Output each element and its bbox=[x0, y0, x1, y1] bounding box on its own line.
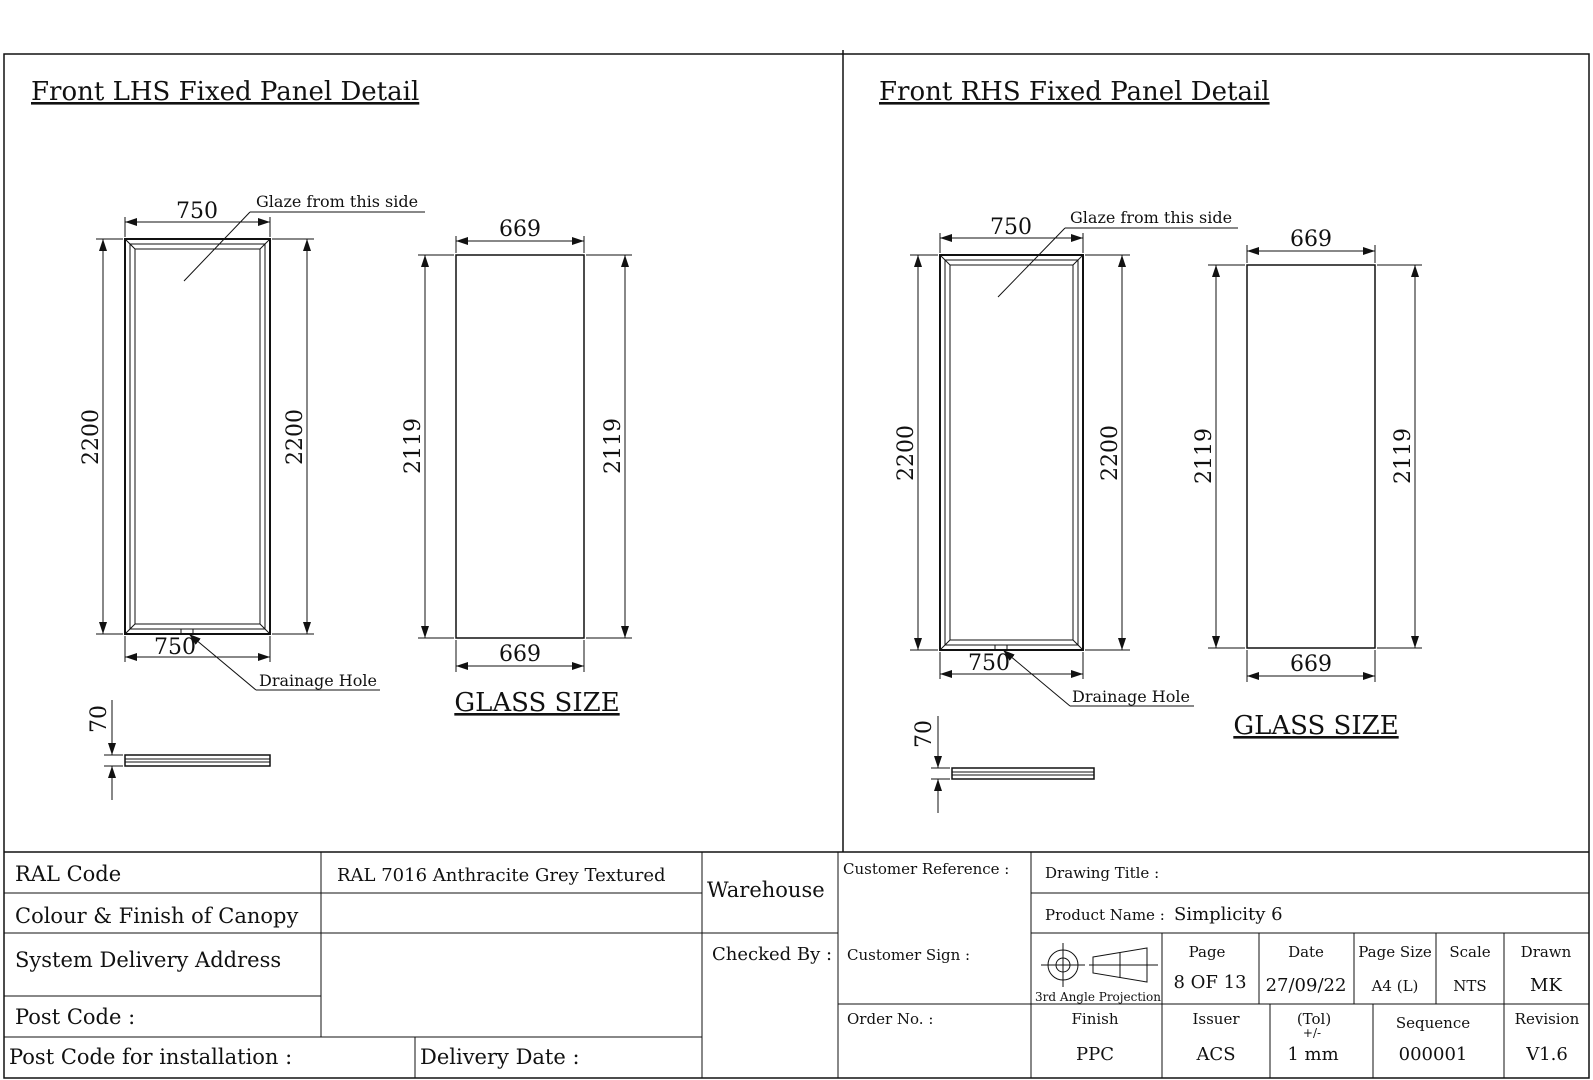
page-size-label: Page Size bbox=[1358, 943, 1432, 961]
lhs-frame-width-label: 750 bbox=[176, 199, 218, 224]
rhs-glass-height-right-label: 2119 bbox=[1391, 428, 1416, 484]
lhs-frame-width-dim bbox=[125, 199, 270, 237]
warehouse-label: Warehouse bbox=[707, 878, 825, 902]
lhs-frame-height-right-label: 2200 bbox=[283, 409, 308, 465]
issuer-label: Issuer bbox=[1192, 1010, 1240, 1028]
checked-by-label: Checked By : bbox=[712, 944, 833, 965]
lhs-frame bbox=[125, 239, 270, 634]
lhs-frame-height-left-dim bbox=[79, 239, 123, 634]
lhs-glass-height-left-dim bbox=[401, 255, 454, 638]
rhs-frame-height-left-dim bbox=[894, 255, 938, 650]
rhs-section-profile bbox=[912, 716, 1094, 813]
lhs-section-profile bbox=[87, 700, 270, 800]
tol-label: (Tol) bbox=[1296, 1010, 1332, 1028]
rhs-glass-width-top-dim bbox=[1247, 227, 1375, 263]
lhs-frame-height-left-label: 2200 bbox=[79, 409, 104, 465]
rhs-frame-width-bottom-label: 750 bbox=[968, 651, 1010, 676]
lhs-glass-pane bbox=[456, 255, 584, 638]
lhs-glass-height-right-dim bbox=[586, 255, 632, 638]
rhs-view-title: Front RHS Fixed Panel Detail bbox=[879, 77, 1270, 107]
colour-finish-label: Colour & Finish of Canopy bbox=[15, 904, 299, 928]
lhs-frame-height-right-dim bbox=[272, 239, 314, 634]
rhs-frame-height-left-label: 2200 bbox=[894, 425, 919, 481]
rhs-drainage-note: Drainage Hole bbox=[1072, 687, 1190, 706]
title-block bbox=[4, 852, 1589, 1078]
lhs-glass-height-left-label: 2119 bbox=[401, 418, 426, 474]
system-delivery-label: System Delivery Address bbox=[15, 948, 282, 972]
lhs-drainage-callout bbox=[189, 634, 380, 690]
rhs-frame-width-label: 750 bbox=[990, 215, 1032, 240]
revision-label: Revision bbox=[1514, 1010, 1580, 1028]
rhs-section-depth-label: 70 bbox=[912, 720, 937, 748]
rhs-frame-width-dim bbox=[940, 215, 1083, 253]
drawing-title-label: Drawing Title : bbox=[1045, 864, 1160, 882]
lhs-glass-size-label: GLASS SIZE bbox=[454, 688, 620, 718]
date-label: Date bbox=[1288, 943, 1324, 961]
lhs-section-depth-label: 70 bbox=[87, 705, 112, 733]
rhs-drainage-callout bbox=[1003, 650, 1194, 706]
rhs-glass-size-label: GLASS SIZE bbox=[1233, 711, 1399, 741]
tol-sub-label: +/- bbox=[1302, 1026, 1322, 1040]
product-name-label: Product Name : bbox=[1045, 906, 1165, 924]
lhs-frame-width-bottom-dim bbox=[125, 635, 270, 662]
page-size-value: A4 (L) bbox=[1371, 977, 1419, 995]
date-value: 27/09/22 bbox=[1265, 975, 1347, 996]
lhs-glaze-callout bbox=[184, 192, 425, 281]
rhs-glass-pane bbox=[1247, 265, 1375, 648]
lhs-glass-width-bottom-label: 669 bbox=[499, 642, 541, 667]
rhs-glass-width-bottom-label: 669 bbox=[1290, 652, 1332, 677]
delivery-date-label: Delivery Date : bbox=[420, 1045, 580, 1069]
page-value: 8 OF 13 bbox=[1173, 972, 1247, 993]
lhs-frame-width-bottom-label: 750 bbox=[154, 635, 196, 660]
post-code-install-label: Post Code for installation : bbox=[9, 1045, 293, 1069]
rhs-frame-width-bottom-dim bbox=[940, 651, 1083, 679]
rhs-view bbox=[879, 77, 1422, 813]
ral-code-label: RAL Code bbox=[15, 862, 122, 886]
rhs-glass-width-bottom-dim bbox=[1247, 650, 1375, 682]
rhs-glass-height-left-dim bbox=[1192, 265, 1245, 648]
lhs-glass-width-bottom-dim bbox=[456, 640, 584, 672]
rhs-glass-height-right-dim bbox=[1377, 265, 1422, 648]
tol-value: 1 mm bbox=[1287, 1044, 1339, 1065]
rhs-frame bbox=[940, 255, 1083, 650]
revision-value: V1.6 bbox=[1526, 1044, 1568, 1065]
finish-value: PPC bbox=[1076, 1044, 1114, 1065]
lhs-glass-height-right-label: 2119 bbox=[601, 418, 626, 474]
lhs-glass-width-top-label: 669 bbox=[499, 217, 541, 242]
third-angle-projection-icon bbox=[1041, 943, 1158, 987]
rhs-glass-width-top-label: 669 bbox=[1290, 227, 1332, 252]
drawn-label: Drawn bbox=[1520, 943, 1572, 961]
rhs-glass-height-left-label: 2119 bbox=[1192, 428, 1217, 484]
lhs-glaze-note: Glaze from this side bbox=[256, 192, 419, 211]
rhs-glaze-note: Glaze from this side bbox=[1070, 208, 1233, 227]
scale-label: Scale bbox=[1449, 943, 1491, 961]
lhs-view-title: Front LHS Fixed Panel Detail bbox=[31, 77, 420, 107]
sequence-value: 000001 bbox=[1398, 1044, 1468, 1065]
rhs-frame-height-right-dim bbox=[1085, 255, 1130, 650]
customer-reference-label: Customer Reference : bbox=[843, 860, 1010, 878]
scale-value: NTS bbox=[1453, 977, 1487, 995]
lhs-glass-width-top-dim bbox=[456, 217, 584, 253]
product-name-value: Simplicity 6 bbox=[1174, 904, 1283, 925]
lhs-drainage-note: Drainage Hole bbox=[259, 671, 377, 690]
customer-sign-label: Customer Sign : bbox=[847, 946, 971, 964]
ral-code-value: RAL 7016 Anthracite Grey Textured bbox=[337, 865, 666, 886]
drawn-value: MK bbox=[1530, 975, 1562, 996]
rhs-frame-height-right-label: 2200 bbox=[1098, 425, 1123, 481]
page-label: Page bbox=[1188, 943, 1226, 961]
rhs-glaze-callout bbox=[998, 208, 1238, 297]
lhs-view bbox=[31, 77, 632, 800]
finish-label: Finish bbox=[1071, 1010, 1119, 1028]
sequence-label: Sequence bbox=[1395, 1014, 1471, 1032]
issuer-value: ACS bbox=[1196, 1044, 1236, 1065]
post-code-label: Post Code : bbox=[15, 1005, 136, 1029]
order-no-label: Order No. : bbox=[847, 1010, 934, 1028]
projection-label: 3rd Angle Projection bbox=[1035, 990, 1161, 1004]
